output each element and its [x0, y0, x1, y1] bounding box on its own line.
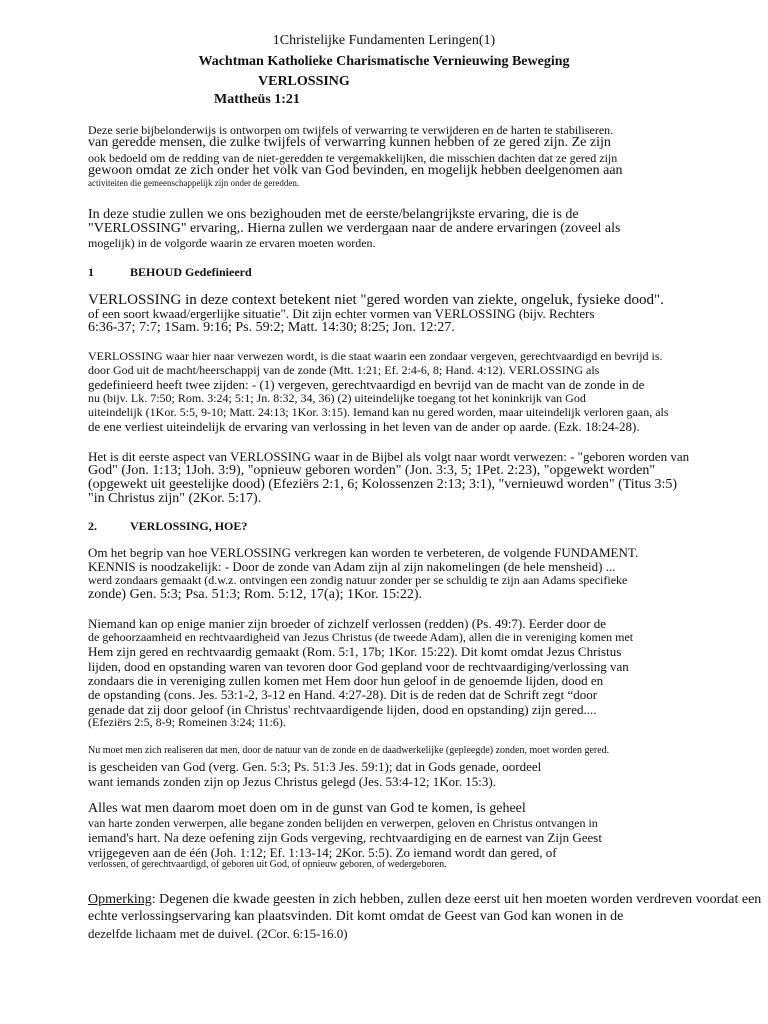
- section-2-line: Nu moet men zich realiseren dat men, door de natuur van de zonde en de daadwerkelijke (gepleegde) zonden, moet worden gered.: [88, 745, 610, 756]
- section-1-line: gedefinieerd heeft twee zijden: - (1) vergeven, gerechtvaardigd en bevrijd van de macht van de zonde in de: [88, 377, 645, 392]
- topic-title: VERLOSSING: [258, 74, 350, 89]
- section-1-line: nu (bijv. Lk. 7:50; Rom. 3:24; 5:1; Jn. 8:32, 34, 36) (2) uiteindelijke toegang tot het koninkrijk van God: [88, 391, 586, 405]
- section-1-line: de ene verliest uiteindelijk de ervaring van verlossing in het leven van de ander op aarde. (Ezk. 18:24-28).: [88, 419, 640, 434]
- section-2-line: van harte zonden verwerpen, alle begane zonden belijden en verwerpen, geloven en Christus ontvangen in: [88, 816, 598, 830]
- section-1-line: (opgewekt uit geestelijke dood) (Efeziërs 2:1, 6; Kolossenzen 2:13; 3:1), "vernieuwd worden" (Titus 3:5): [88, 477, 678, 492]
- section-1-line: of een soort kwaad/ergerlijke situatie". Dit zijn echter vormen van VERLOSSING (bijv. Rechters: [88, 306, 595, 321]
- section-2-line: lijden, dood en opstanding waren van tevoren door God gepland voor de rechtvaardiging/verlossing van: [88, 659, 629, 674]
- section-2-line: de opstanding (cons. Jes. 53:1-2, 3-12 en Hand. 4:27-28). Dit is de reden dat de Schrift zegt “door: [88, 687, 598, 702]
- remark-line: dezelfde lichaam met de duivel. (2Cor. 6:15-16.0): [88, 926, 348, 941]
- section-2-line: iemand's hart. Na deze oefening zijn Gods vergeving, rechtvaardiging en de earnest van Zijn Geest: [88, 830, 602, 845]
- section-2-line: Om het begrip van hoe VERLOSSING verkregen kan worden te verbeteren, de volgende FUNDAMENT.: [88, 545, 639, 560]
- section-2-line: want iemands zonden zijn op Jezus Christus gelegd (Jes. 53:4-12; 1Kor. 15:3).: [88, 774, 496, 789]
- intro-line: gewoon omdat ze zich onder het volk van God bevinden, en mogelijk hebben deelgenomen aan: [88, 163, 623, 178]
- section-2-line: (Efeziërs 2:5, 8-9; Romeinen 3:24; 11:6).: [88, 715, 286, 729]
- remark-text: : Degenen die kwade geesten in zich hebben, zullen deze eerst uit hen moeten worden verdreven voordat een: [151, 892, 762, 907]
- study-line: "VERLOSSING" ervaring,. Hierna zullen we verdergaan naar de andere ervaringen (zoveel als: [88, 221, 621, 236]
- section-2-line: genade dat zij door geloof (in Christus' rechtvaardigende lijden, dood en opstanding) zijn gered....: [88, 702, 597, 717]
- intro-line: van geredde mensen, die zulke twijfels of verwarring kunnen hebben of ze gered zijn. Ze zijn: [88, 135, 611, 150]
- section-1-number: 1: [88, 265, 94, 279]
- study-line: In deze studie zullen we ons bezighouden met de eerste/belangrijkste ervaring, die is de: [88, 207, 579, 222]
- section-1-line: VERLOSSING waar hier naar verwezen wordt, is die staat waarin een zondaar vergeven, gerechtvaardigd en bevrijd is.: [88, 349, 663, 363]
- section-2-line: vrijgegeven aan de één (Joh. 1:12; Ef. 1:13-14; 2Kor. 5:5). Zo iemand wordt dan gered, of: [88, 845, 557, 860]
- scripture-reference: Mattheüs 1:21: [214, 92, 300, 107]
- section-2-line: zonde) Gen. 5:3; Psa. 51:3; Rom. 5:12, 17(a); 1Kor. 15:22).: [88, 587, 423, 602]
- remark-line: [88, 893, 761, 907]
- intro-line: ook bedoeld om de redding van de niet-geredden te vergemakkelijken, die misschien dachten dat ze gered zijn: [88, 151, 618, 165]
- section-1-title: BEHOUD Gedefinieerd: [130, 265, 252, 279]
- organization-title: Wachtman Katholieke Charismatische Vernieuwing Beweging: [198, 54, 570, 69]
- remark-label: Opmerking: [88, 892, 152, 907]
- section-2-line: Alles wat men daarom moet doen om in de gunst van God te komen, is geheel: [88, 801, 526, 816]
- section-2-title: VERLOSSING, HOE?: [130, 519, 248, 533]
- section-2-line: Hem zijn gered en rechtvaardig gemaakt (Rom. 5:1, 17b; 1Kor. 15:22). Dit komt omdat Jezus Christus: [88, 644, 622, 659]
- section-1-line: Het is dit eerste aspect van VERLOSSING waar in de Bijbel als volgt naar wordt verwezen: - "geboren worden van: [88, 449, 690, 464]
- intro-line: activiteiten die gemeenschappelijk zijn onder de geredden.: [88, 178, 300, 188]
- section-2-line: KENNIS is noodzakelijk: - Door de zonde van Adam zijn al zijn nakomelingen (de hele mensheid) ...: [88, 559, 616, 574]
- section-2-line: is gescheiden van God (verg. Gen. 5:3; Ps. 51:3 Jes. 59:1); dat in Gods genade, oordeel: [88, 759, 542, 774]
- intro-line: Deze serie bijbelonderwijs is ontworpen om twijfels of verwarring te verwijderen en de harten te stabiliseren.: [88, 123, 614, 137]
- section-2-line: de gehoorzaamheid en rechtvaardigheid van Jezus Christus (de tweede Adam), allen die in vereniging komen met: [88, 630, 634, 644]
- section-2-line: zondaars die in vereniging zullen komen met Hem door hun geloof in de genoemde lijden, dood en: [88, 673, 604, 688]
- section-1-line: door God uit de macht/heerschappij van de zonde (Mtt. 1:21; Ef. 2:4-6, 8; Hand. 4:12). VERLOSSING als: [88, 363, 600, 377]
- study-line: mogelijk) in de volgorde waarin ze ervaren moeten worden.: [88, 236, 376, 250]
- section-1-line: 6:36-37; 7:7; 1Sam. 9:16; Ps. 59:2; Matt. 14:30; 8:25; Jon. 12:27.: [88, 320, 455, 335]
- section-2-line: werd zondaars gemaakt (d.w.z. ontvingen een zondig natuur zonder per se schuldig te zijn aan Adams specifieke: [88, 573, 628, 587]
- section-1-line: uiteindelijk (1Kor. 5:5, 9-10; Matt. 24:13; 1Kor. 3:15). Iemand kan nu gered worden, maar uiteindelijk verloren gaan, als: [88, 405, 669, 419]
- section-1-line: "in Christus zijn" (2Kor. 5:17).: [88, 491, 262, 506]
- section-2-line: Niemand kan op enige manier zijn broeder of zichzelf verlossen (redden) (Ps. 49:7). Eerder door de: [88, 616, 606, 631]
- section-2-number: 2.: [88, 519, 97, 533]
- remark-line: echte verlossingservaring kan plaatsvinden. Dit komt omdat de Geest van God kan wonen in de: [88, 909, 624, 924]
- running-title: 1Christelijke Fundamenten Leringen(1): [272, 33, 496, 48]
- section-1-line: God" (Jon. 1:13; 1Joh. 3:9), "opnieuw geboren worden" (Jon. 3:3, 5; 1Pet. 2:23), "opgewekt worden": [88, 463, 656, 478]
- section-2-line: verlossen, of gerechtvaardigd, of geboren uit God, of opnieuw geboren, of wedergeboren.: [88, 859, 447, 870]
- section-1-line: VERLOSSING in deze context betekent niet "gered worden van ziekte, ongeluk, fysieke dood".: [88, 292, 664, 308]
